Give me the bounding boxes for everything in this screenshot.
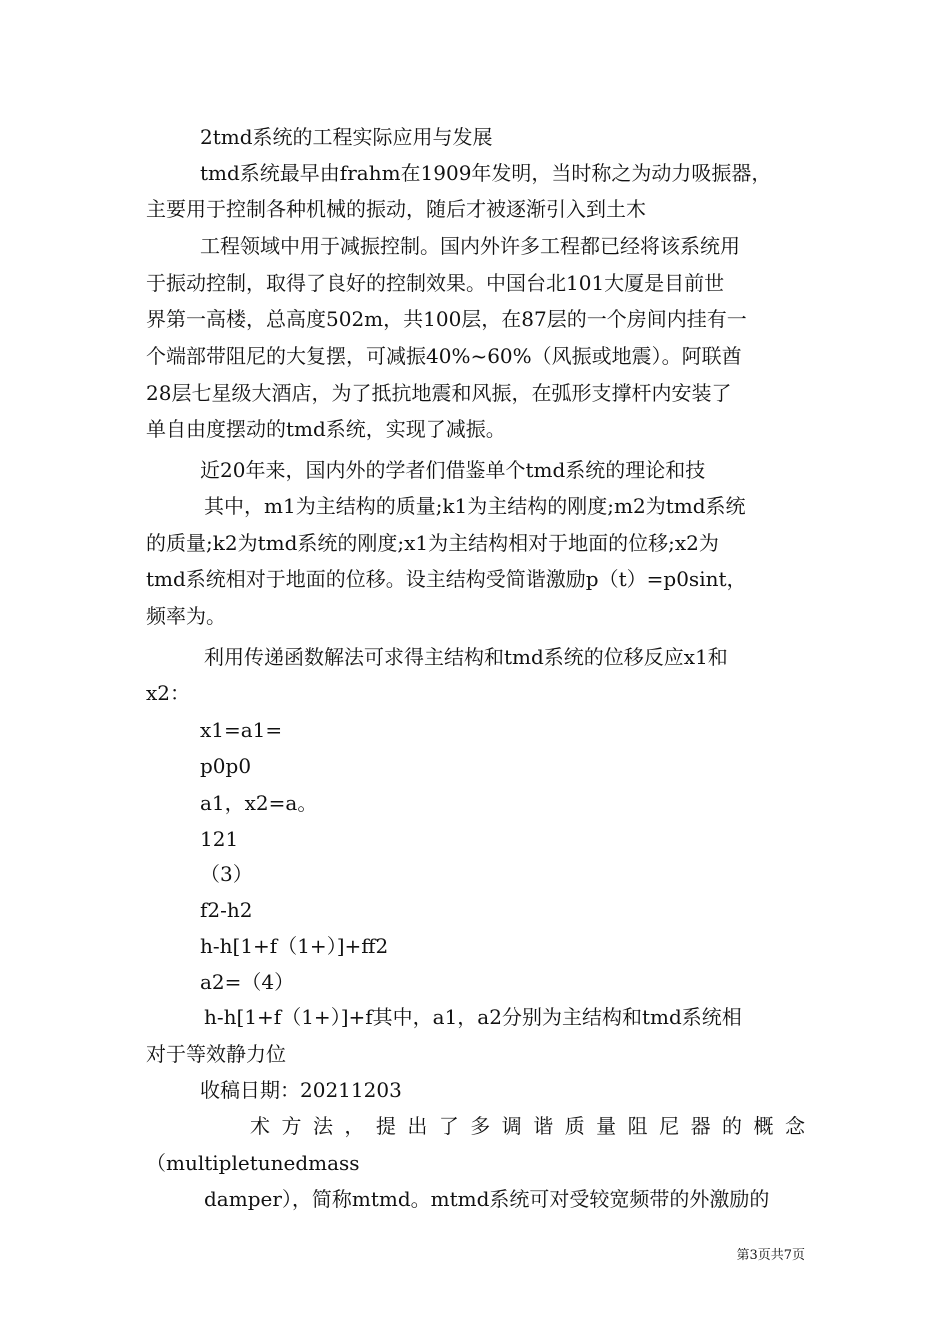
- text-line: 工程领域中用于减振控制。国内外许多工程都已经将该系统用: [200, 234, 740, 258]
- text-line: tmd系统最早由frahm在1909年发明，当时称之为动力吸振器，: [200, 161, 772, 185]
- formula-line: f2-h2: [200, 898, 253, 922]
- page-number: 第3页共7页: [736, 1248, 805, 1263]
- received-date: 收稿日期：20211203: [200, 1078, 402, 1102]
- text-line: 个端部带阻尼的大复摆，可减振40%~60%（风振或地震）。阿联酋: [146, 344, 742, 368]
- section-heading: 2tmd系统的工程实际应用与发展: [200, 125, 493, 149]
- text-line: 对于等效静力位: [146, 1042, 286, 1066]
- text-line: x2：: [146, 681, 191, 705]
- text-line: 单自由度摆动的tmd系统，实现了减振。: [146, 417, 506, 441]
- text-line: h-h[1+f（1+）]+f其中，a1，a2分别为主结构和tmd系统相: [204, 1005, 742, 1029]
- text-line: 主要用于控制各种机械的振动，随后才被逐渐引入到土木: [146, 197, 646, 221]
- text-line: 术方法，提出了多调谐质量阻尼器的概念: [250, 1114, 805, 1138]
- text-line: 利用传递函数解法可求得主结构和tmd系统的位移反应x1和: [204, 645, 728, 669]
- text-line: 的质量;k2为tmd系统的刚度;x1为主结构相对于地面的位移;x2为: [146, 531, 719, 555]
- text-line: 近20年来，国内外的学者们借鉴单个tmd系统的理论和技: [200, 458, 706, 482]
- formula-line: x1=a1=: [200, 718, 283, 742]
- text-line: （multipletunedmass: [146, 1151, 360, 1175]
- formula-line: a2=（4）: [200, 970, 295, 994]
- text-line: 界第一高楼，总高度502m，共100层，在87层的一个房间内挂有一: [146, 307, 747, 331]
- text-line: damper），简称mtmd。mtmd系统可对受较宽频带的外激励的: [204, 1187, 770, 1211]
- text-line: 28层七星级大酒店，为了抵抗地震和风振，在弧形支撑杆内安装了: [146, 381, 732, 405]
- formula-line: a1，x2=a。: [200, 791, 318, 815]
- text-line: 其中，m1为主结构的质量;k1为主结构的刚度;m2为tmd系统: [204, 494, 746, 518]
- formula-line: （3）: [200, 862, 253, 886]
- formula-line: p0p0: [200, 754, 252, 778]
- formula-line: h-h[1+f（1+）]+ff2: [200, 934, 389, 958]
- text-line: 于振动控制，取得了良好的控制效果。中国台北101大厦是目前世: [146, 271, 725, 295]
- formula-line: 121: [200, 827, 239, 851]
- text-line: tmd系统相对于地面的位移。设主结构受简谐激励p（t）=p0sint，: [146, 567, 747, 591]
- text-line: 频率为。: [146, 604, 226, 628]
